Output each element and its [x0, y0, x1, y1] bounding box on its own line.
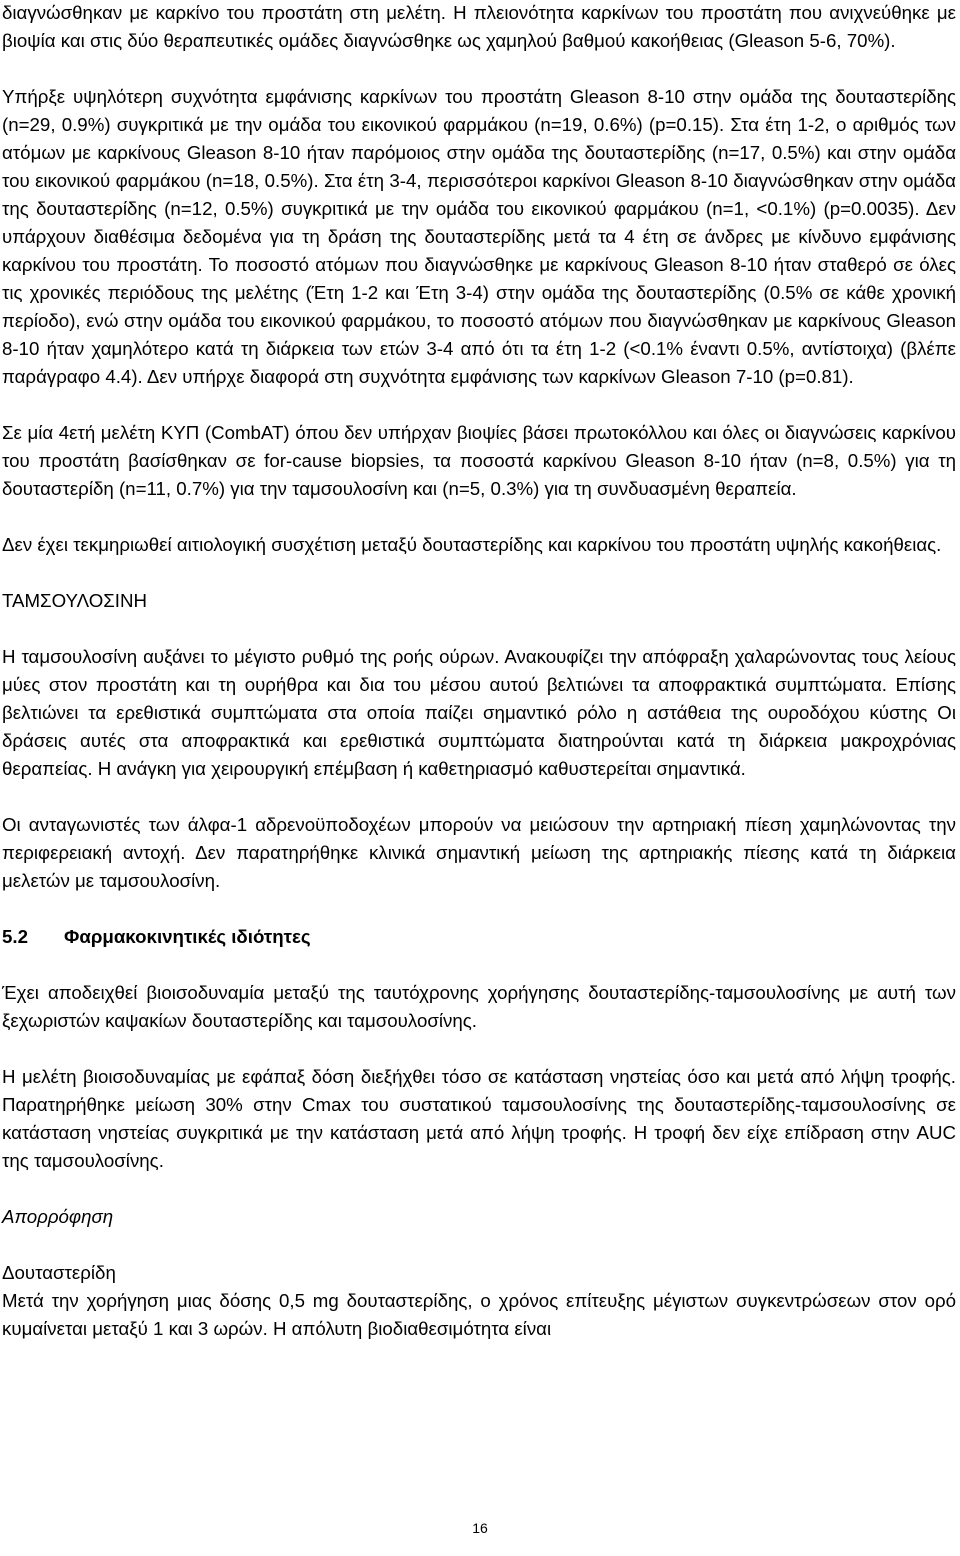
paragraph-no-causal-link: Δεν έχει τεκμηριωθεί αιτιολογική συσχέτιση μεταξύ δουταστερίδης και καρκίνου του προστάτη υψηλής κακοήθειας.	[2, 534, 942, 555]
paragraph-alpha-blockers: Οι ανταγωνιστές των άλφα-1 αδρενοϋποδοχέων μπορούν να μειώσουν την αρτηριακή πίεση χαμηλώνοντας την περιφερειακή αντοχή. Δεν παρατηρήθηκε κλινικά σημαντική μείωση της αρτηριακής πίεσης κατά τη διάρκεια μελετών με ταμσουλοσίνη.	[2, 814, 956, 891]
paragraph-food-effect: Η μελέτη βιοισοδυναμίας με εφάπαξ δόση διεξήχθει τόσο σε κατάσταση νηστείας όσο και μετά από λήψη τροφής. Παρατηρήθηκε μείωση 30% στην Cmax του συστατικού ταμσουλοσίνης της δουταστερίδης-ταμσουλοσίνης σε κατάσταση νηστείας συγκριτικά με την κατάσταση μετά από λήψη τροφής. Η τροφή δεν είχε επίδραση στην AUC της ταμσουλοσίνης.	[2, 1066, 956, 1171]
paragraph-bioequivalence: Έχει αποδειχθεί βιοισοδυναμία μεταξύ της ταυτόχρονης χορήγησης δουταστερίδης-ταμσουλοσίνης με αυτή των ξεχωριστών καψακίων δουταστερίδης και ταμσουλοσίνης.	[2, 982, 956, 1031]
document-body	[2, 0, 956, 1343]
paragraph-dutasteride-absorption: Μετά την χορήγηση μιας δόσης 0,5 mg δουταστερίδης, ο χρόνος επίτευξης μέγιστων συγκεντρώσεων στον ορό κυμαίνεται μεταξύ 1 και 3 ωρών. Η απόλυτη βιοδιαθεσιμότητα είναι	[2, 1290, 956, 1339]
drug-label-dutasteride: Δουταστερίδη	[2, 1262, 116, 1283]
section-number: 5.2	[2, 926, 28, 947]
subheading-absorption: Απορρόφηση	[2, 1206, 114, 1227]
section-heading	[2, 923, 956, 951]
paragraph-gleason-incidence: Υπήρξε υψηλότερη συχνότητα εμφάνισης καρκίνων του προστάτη Gleason 8-10 στην ομάδα της δουταστερίδης (n=29, 0.9%) συγκριτικά με την ομάδα του εικονικού φαρμάκου (n=19, 0.6%) (p=0.15). Στα έτη 1-2, ο αριθμός των ατόμων με καρκίνους Gleason 8-10 ήταν παρόμοιος στην ομάδα της δουταστερίδης (n=17, 0.5%) και στην ομάδα του εικονικού φαρμάκου (n=18, 0.5%). Στα έτη 3-4, περισσότεροι καρκίνοι Gleason 8-10 διαγνώσθηκαν στην ομάδα της δουταστερίδης (n=12, 0.5%) συγκριτικά με την ομάδα του εικονικού φαρμάκου (n=1, <0.1%) (p=0.0035). Δεν υπάρχουν διαθέσιμα δεδομένα για τη δράση της δουταστερίδης μετά τα 4 έτη σε άνδρες με κίνδυνο εμφάνισης καρκίνου του προστάτη. Το ποσοστό ατόμων που διαγνώσθηκε με καρκίνους Gleason 8-10 ήταν σταθερό σε όλες τις χρονικές περιόδους της μελέτης (Έτη 1-2 και Έτη 3-4) στην ομάδα της δουταστερίδης (0.5% σε κάθε χρονική περίοδο), ενώ στην ομάδα του εικονικού φαρμάκου, το ποσοστό ατόμων που διαγνώσθηκαν με καρκίνους Gleason 8-10 ήταν χαμηλότερο κατά τη διάρκεια των ετών 3-4 από ότι τα έτη 1-2 (<0.1% έναντι 0.5%, αντίστοιχα) (βλέπε παράγραφο 4.4). Δεν υπήρχε διαφορά στη συχνότητα εμφάνισης των καρκίνων Gleason 7-10 (p=0.81).	[2, 86, 956, 387]
page-number: 16	[472, 1520, 488, 1536]
paragraph-tamsulosin-effects: Η ταμσουλοσίνη αυξάνει το μέγιστο ρυθμό της ροής ούρων. Ανακουφίζει την απόφραξη χαλαρώνοντας τους λείους μύες στον προστάτη και τη ουρήθρα και δια του μέσου αυτού βελτιώνει τα αποφρακτικά συμπτώματα. Επίσης βελτιώνει τα ερεθιστικά συμπτώματα στα οποία παίζει σημαντικό ρόλο η αστάθεια της ουροδόχου κύστης Οι δράσεις αυτές στα αποφρακτικά και ερεθιστικά συμπτώματα διατηρούνται κατά τη διάρκεια μακροχρόνιας θεραπείας. Η ανάγκη για χειρουργική επέμβαση ή καθετηριασμό καθυστερείται σημαντικά.	[2, 646, 956, 779]
paragraph-combat-study: Σε μία 4ετή μελέτη ΚΥΠ (CombAT) όπου δεν υπήρχαν βιοψίες βάσει πρωτοκόλλου και όλες οι διαγνώσεις καρκίνου του προστάτη βασίσθηκαν σε for-cause biopsies, τα ποσοστά καρκίνου Gleason 8-10 ήταν (n=8, 0.5%) για τη δουταστερίδη (n=11, 0.7%) για την ταμσουλοσίνη και (n=5, 0.3%) για τη συνδυασμένη θεραπεία.	[2, 422, 956, 499]
paragraph-prostate-cancer-diagnosis: διαγνώσθηκαν με καρκίνο του προστάτη στη μελέτη. Η πλειονότητα καρκίνων του προστάτη που ανιχνεύθηκε με βιοψία και στις δύο θεραπευτικές ομάδες διαγνώσθηκε ως χαμηλού βαθμού κακοήθειας (Gleason 5-6, 70%).	[2, 2, 956, 51]
section-title: Φαρμακοκινητικές ιδιότητες	[64, 926, 311, 947]
heading-tamsulosin: ΤΑΜΣΟΥΛΟΣΙΝΗ	[2, 590, 147, 611]
